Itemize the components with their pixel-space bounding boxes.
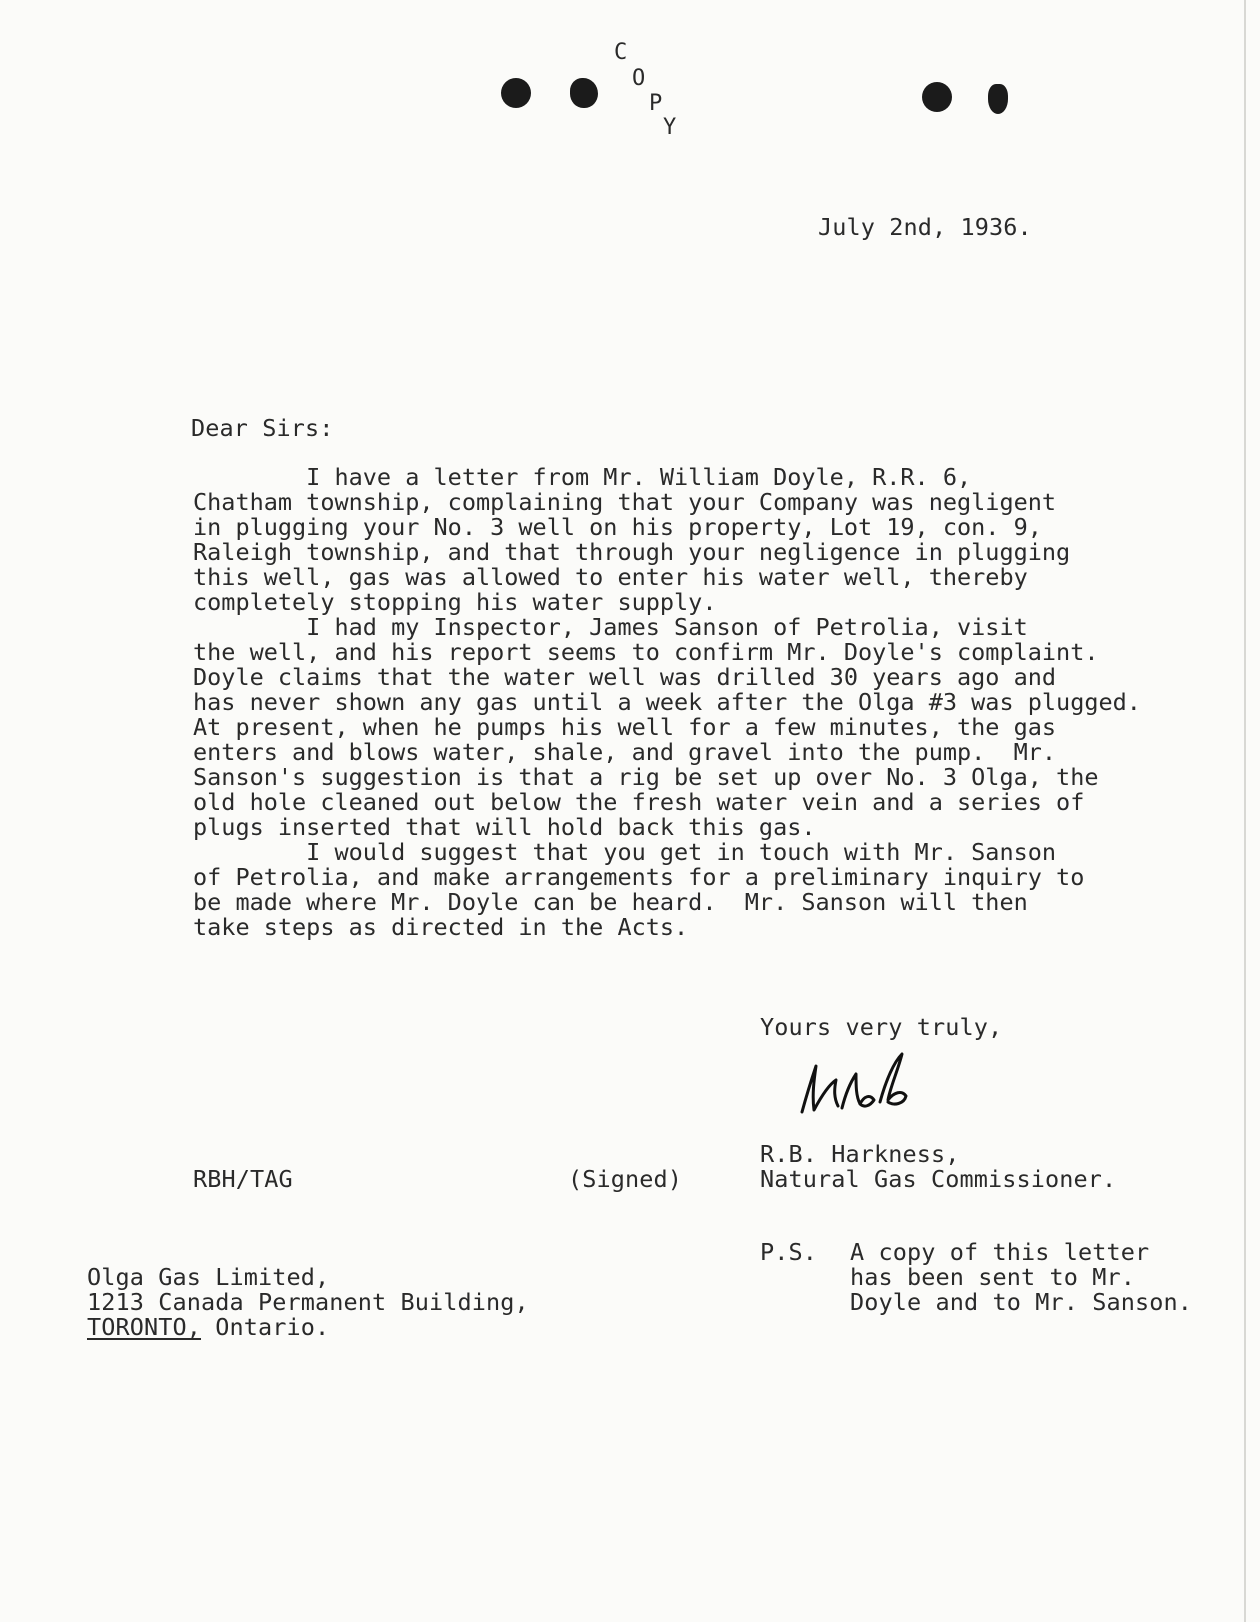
typist-initials: RBH/TAG bbox=[193, 1165, 293, 1193]
body-line: Sanson's suggestion is that a rig be set up over No. 3 Olga, the bbox=[193, 763, 1099, 791]
body-line: be made where Mr. Doyle can be heard. Mr. Sanson will then bbox=[193, 888, 1028, 916]
page-edge bbox=[1244, 0, 1246, 1622]
recipient-city-line bbox=[87, 1315, 329, 1340]
postscript-line: has been sent to Mr. bbox=[850, 1263, 1135, 1291]
body-line: I would suggest that you get in touch with Mr. Sanson bbox=[193, 838, 1057, 866]
signer-title: Natural Gas Commissioner. bbox=[760, 1165, 1117, 1193]
body-line: has never shown any gas until a week after the Olga #3 was plugged. bbox=[193, 688, 1141, 716]
body-line: in plugging your No. 3 well on his property, Lot 19, con. 9, bbox=[193, 513, 1042, 541]
copy-letter-p: P bbox=[649, 91, 663, 116]
punch-hole-left-1 bbox=[501, 78, 531, 108]
signature-scribble bbox=[790, 1040, 940, 1120]
postscript-label: P.S. bbox=[760, 1238, 817, 1266]
postscript-line: A copy of this letter bbox=[850, 1238, 1150, 1266]
body-line: At present, when he pumps his well for a few minutes, the gas bbox=[193, 713, 1057, 741]
body-line: I have a letter from Mr. William Doyle, R.R. 6, bbox=[193, 463, 972, 491]
body-line: this well, gas was allowed to enter his water well, thereby bbox=[193, 563, 1028, 591]
body-line: Doyle claims that the water well was drilled 30 years ago and bbox=[193, 663, 1057, 691]
copy-letter-y: Y bbox=[663, 115, 677, 140]
body-line: I had my Inspector, James Sanson of Petrolia, visit bbox=[193, 613, 1028, 641]
body-line: Chatham township, complaining that your Company was negligent bbox=[193, 488, 1057, 516]
postscript-line: Doyle and to Mr. Sanson. bbox=[850, 1288, 1192, 1316]
signed-note: (Signed) bbox=[568, 1165, 682, 1193]
body-line: Raleigh township, and that through your negligence in plugging bbox=[193, 538, 1071, 566]
closing: Yours very truly, bbox=[760, 1013, 1003, 1041]
punch-hole-left-2 bbox=[570, 78, 598, 108]
copy-letter-o: O bbox=[632, 66, 646, 91]
signer-name: R.B. Harkness, bbox=[760, 1140, 960, 1168]
recipient-street: 1213 Canada Permanent Building, bbox=[87, 1288, 529, 1316]
copy-letter-c: C bbox=[614, 40, 628, 65]
recipient-company: Olga Gas Limited, bbox=[87, 1263, 330, 1291]
body-line: of Petrolia, and make arrangements for a preliminary inquiry to bbox=[193, 863, 1085, 891]
letter-date: July 2nd, 1936. bbox=[818, 213, 1032, 241]
salutation: Dear Sirs: bbox=[191, 414, 334, 442]
body-line: the well, and his report seems to confirm Mr. Doyle's complaint. bbox=[193, 638, 1099, 666]
recipient-province: Ontario. bbox=[201, 1313, 330, 1341]
body-line: enters and blows water, shale, and gravel into the pump. Mr. bbox=[193, 738, 1057, 766]
body-line: plugs inserted that will hold back this gas. bbox=[193, 813, 816, 841]
punch-hole-right-1 bbox=[922, 82, 952, 112]
body-line: completely stopping his water supply. bbox=[193, 588, 717, 616]
recipient-city: TORONTO, bbox=[87, 1313, 201, 1341]
punch-hole-right-2 bbox=[988, 84, 1008, 114]
body-line: take steps as directed in the Acts. bbox=[193, 913, 689, 941]
body-line: old hole cleaned out below the fresh water vein and a series of bbox=[193, 788, 1085, 816]
